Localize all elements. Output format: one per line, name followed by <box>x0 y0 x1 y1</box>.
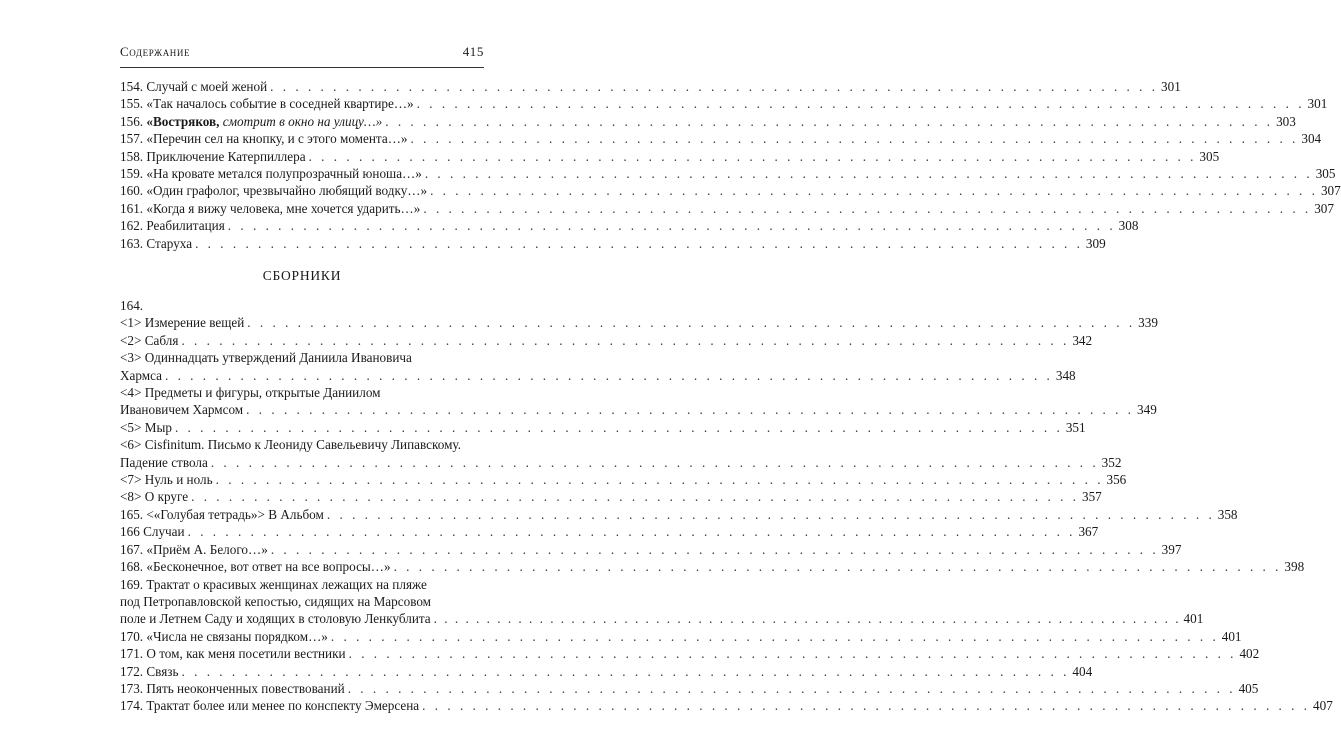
dot-leader <box>181 332 1069 349</box>
entry-number: 155. <box>120 96 144 112</box>
entry-page: 356 <box>1106 472 1127 488</box>
dot-leader <box>394 558 1282 575</box>
entry-number: 167. <box>120 541 144 557</box>
toc-entry <box>120 523 1099 540</box>
dot-leader <box>309 148 1197 165</box>
entry-title-line: под Петропавловской кепостью, сидящих на Марсовом <box>120 593 432 609</box>
toc-entry <box>120 663 1093 680</box>
section-title: СБОРНИКИ <box>262 268 342 283</box>
entry-number: 154. <box>120 79 144 94</box>
entry-page: 339 <box>1138 315 1158 331</box>
entry-number: 171. <box>120 646 144 662</box>
entry-page: 305 <box>1199 148 1220 164</box>
entry-page: 358 <box>1217 506 1238 522</box>
dot-leader <box>425 165 1313 182</box>
header-rule <box>120 67 484 68</box>
toc-entry <box>120 506 1238 523</box>
toc-entry <box>120 130 1322 147</box>
entry-page: 342 <box>1072 332 1093 348</box>
entry-title-line: <6> Cisfinitum. Письмо к Леониду Савельевичу Липавскому. <box>120 437 461 453</box>
entry-number: 173. <box>120 680 144 696</box>
entry-title: Приключение Катерпиллера <box>146 148 306 164</box>
entry-title: О том, как меня посетили вестники <box>146 646 346 662</box>
toc-entry <box>120 235 1106 252</box>
entry-number: 159. <box>120 166 144 182</box>
page-header <box>120 44 484 60</box>
entry-page: 352 <box>1101 454 1122 470</box>
entry-title: «Перечин сел на кнопку, и с этого момента…» <box>146 131 408 147</box>
dot-leader <box>410 130 1298 147</box>
dot-leader <box>430 182 1318 199</box>
toc-subentry <box>120 314 1158 331</box>
entry-title: Старуха <box>146 235 193 251</box>
entry-title: «Числа не связаны порядком…» <box>146 628 328 644</box>
entry-title: «Бесконечное, вот ответ на все вопросы…» <box>146 559 391 575</box>
toc-list-collections <box>120 297 1333 715</box>
entry-title-line <box>120 576 484 593</box>
toc-entry <box>120 558 1305 575</box>
entry-page: 402 <box>1239 646 1260 662</box>
entry-title: Случаи <box>143 524 185 540</box>
entry-page: 367 <box>1078 524 1099 540</box>
entry-page: 307 <box>1320 183 1341 199</box>
toc-entry <box>120 680 1259 697</box>
entry-title-line: <4> Предметы и фигуры, открытые Даниилом <box>120 385 381 401</box>
entry-page: 405 <box>1238 680 1259 696</box>
entry-title: Трактат более или менее по конспекту Эмерсена <box>146 698 420 714</box>
entry-number: 174. <box>120 698 144 714</box>
dot-leader <box>191 488 1079 505</box>
entry-page: 401 <box>1183 611 1204 627</box>
dot-leader <box>331 628 1219 645</box>
toc-entry <box>120 610 1204 627</box>
toc-entry <box>120 113 1296 130</box>
toc-entry <box>120 541 1182 558</box>
dot-leader <box>211 454 1099 471</box>
entry-title: <«Голубая тетрадь»> В Альбом <box>146 506 324 522</box>
entry-page: 308 <box>1118 218 1139 234</box>
dot-leader <box>246 401 1134 418</box>
entry-page: 309 <box>1085 235 1106 251</box>
entry-number: 158. <box>120 148 144 164</box>
entry-page: 398 <box>1284 559 1305 575</box>
dot-leader <box>385 113 1273 130</box>
toc-subentry <box>120 332 1093 349</box>
toc-entry <box>120 628 1242 645</box>
entry-number: 157. <box>120 131 144 147</box>
dot-leader <box>422 697 1310 714</box>
entry-page: 348 <box>1055 367 1076 383</box>
entry-page: 357 <box>1081 489 1102 505</box>
entry-number: 172. <box>120 663 144 679</box>
entry-page: 397 <box>1161 541 1182 557</box>
entry-title: «На кровате метался полупрозрачный юноша…» <box>146 166 422 182</box>
toc-entry <box>120 95 1328 112</box>
entry-title: <1> Измерение вещей <box>120 315 245 331</box>
entry-title: Трактат о красивых женщинах лежащих на пляже <box>146 576 427 592</box>
dot-leader <box>348 680 1236 697</box>
entry-title: Реабилитация <box>146 218 225 234</box>
entry-number: 162. <box>120 218 144 234</box>
dot-leader <box>228 217 1116 234</box>
entry-page: 351 <box>1065 419 1086 435</box>
entry-number: 156. <box>120 113 144 129</box>
entry-title: Ивановичем Хармсом <box>120 402 244 418</box>
entry-title-italic: смотрит в окно на улицу…» <box>219 113 383 129</box>
entry-title: Падение ствола <box>120 454 208 470</box>
entry-number: 166 <box>120 524 140 540</box>
toc-subentry <box>120 367 1076 384</box>
dot-leader <box>175 419 1063 436</box>
dot-leader <box>270 78 1158 95</box>
toc-subentry <box>120 401 1157 418</box>
toc-subentry <box>120 419 1086 436</box>
entry-title: Связь <box>146 663 179 679</box>
dot-leader <box>247 314 1135 331</box>
dot-leader <box>327 506 1215 523</box>
entry-page: 301 <box>1161 79 1181 94</box>
entry-number: 165. <box>120 506 144 522</box>
entry-title: <7> Нуль и ноль <box>120 472 213 488</box>
entry-page: 301 <box>1307 96 1328 112</box>
entry-title: «Один графолог, чрезвычайно любящий водку…» <box>146 183 428 199</box>
dot-leader <box>271 541 1159 558</box>
toc-entry <box>120 182 1341 199</box>
entry-title-line: <3> Одиннадцать утверждений Даниила Ивановича <box>120 350 412 366</box>
entry-page: 407 <box>1313 698 1333 714</box>
entry-number: 164. <box>120 298 144 313</box>
entry-title: Пять неоконченных повествований <box>146 680 345 696</box>
entry-title: «Когда я вижу человека, мне хочется ударить…» <box>146 200 421 216</box>
toc-entry <box>120 645 1260 662</box>
entry-page: 401 <box>1221 628 1242 644</box>
entry-title: <8> О круге <box>120 489 189 505</box>
entry-title: Случай с моей женой <box>146 79 268 94</box>
toc-subentry <box>120 454 1122 471</box>
entry-page: 304 <box>1301 131 1322 147</box>
dot-leader <box>349 645 1237 662</box>
page-number: 415 <box>462 44 484 59</box>
entry-title: Хармса <box>120 367 162 383</box>
toc-list-main <box>120 78 1341 252</box>
toc-entry <box>120 165 1336 182</box>
entry-page: 307 <box>1314 200 1334 216</box>
dot-leader <box>216 471 1104 488</box>
running-title: Содержание <box>120 44 191 59</box>
entry-page: 404 <box>1072 663 1093 679</box>
entry-title-bold: «Востряков, <box>146 113 220 129</box>
entry-title: «Приём А. Белого…» <box>146 541 268 557</box>
toc-entry <box>120 697 1333 714</box>
toc-subentry <box>120 488 1102 505</box>
entry-number: 168. <box>120 559 144 575</box>
toc-entry <box>120 217 1139 234</box>
entry-title: поле и Летнем Саду и ходящих в столовую Ленкублита <box>120 611 431 627</box>
dot-leader <box>423 200 1311 217</box>
entry-page: 303 <box>1276 113 1296 129</box>
dot-leader <box>417 95 1305 112</box>
dot-leader <box>434 610 1181 627</box>
entry-number: 170. <box>120 628 144 644</box>
dot-leader <box>182 663 1070 680</box>
entry-number: 169. <box>120 576 144 592</box>
entry-title: <5> Мыр <box>120 419 172 435</box>
entry-number: 160. <box>120 183 144 199</box>
dot-leader <box>188 523 1076 540</box>
dot-leader <box>195 235 1083 252</box>
entry-number: 161. <box>120 200 144 216</box>
entry-title: «Так началось событие в соседней квартире…» <box>146 96 414 112</box>
toc-entry <box>120 78 1181 95</box>
dot-leader <box>165 367 1053 384</box>
entry-title: <2> Сабля <box>120 332 179 348</box>
entry-number: 163. <box>120 235 144 251</box>
toc-entry <box>120 200 1334 217</box>
entry-page: 305 <box>1315 166 1336 182</box>
toc-subentry <box>120 471 1127 488</box>
toc-entry <box>120 148 1220 165</box>
entry-page: 349 <box>1137 402 1157 418</box>
